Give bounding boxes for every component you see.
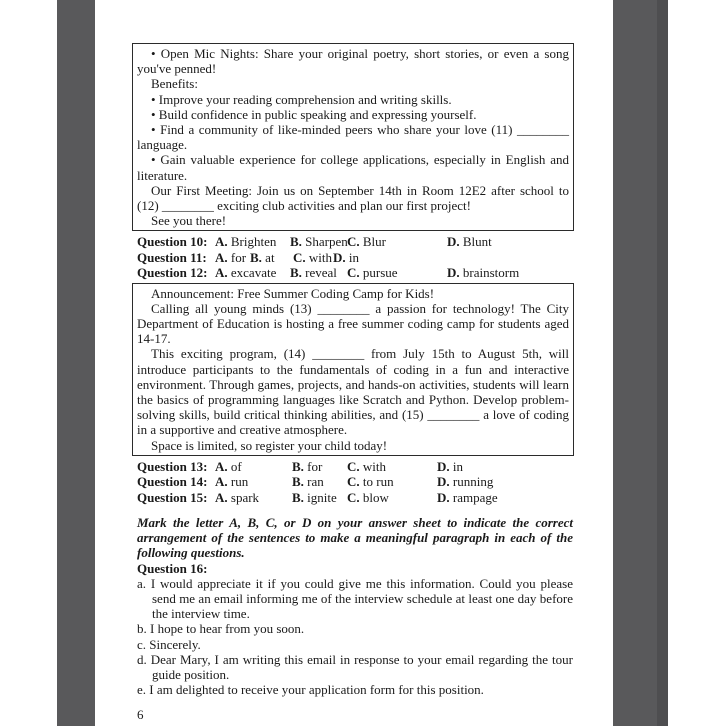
option-c: C. blow [347,489,389,505]
option-a: A. for [215,249,247,265]
option-c: C. pursue [347,265,398,281]
question-label: Question 14: [137,474,208,490]
background-panel-left [57,0,95,726]
question-16-label: Question 16: [137,560,208,576]
option-b: B. for [292,458,323,474]
option-b: B. Sharpen [290,234,348,250]
document-page [137,43,573,723]
option-d: D. in [333,249,360,265]
question-15-row [137,490,573,505]
option-a: A. Brighten [215,234,277,250]
option-d: D. in [437,458,464,474]
question-label: Question 10: [137,234,208,250]
question-12-row [137,265,573,280]
paragraph: Calling all young minds (13) ________ a passion for technology! The City Department of Education is hosting a free summer coding camp for students aged 14-17. [137,300,569,347]
question-label: Question 13: [137,458,208,474]
paragraph: • Find a community of like-minded peers who share your love (11) ________ language. [137,122,569,153]
page-number: 6 [137,707,144,723]
sentence-item-b: b. I hope to hear from you soon. [137,621,305,637]
sentence-item-c: c. Sincerely. [137,636,201,652]
option-d: D. running [437,474,494,490]
option-a: A. run [215,474,249,490]
question-label: Question 11: [137,249,207,265]
sentence-item-e: e. I am delighted to receive your application form for this position. [137,682,484,698]
option-c: C. with [347,458,387,474]
option-c: C. to run [347,474,394,490]
option-b: B. reveal [290,265,337,281]
option-b: B. at [250,249,275,265]
coding-camp-box [132,283,574,456]
option-c: C. Blur [347,234,387,250]
paragraph: Benefits: [151,76,198,92]
question-14-row [137,474,573,489]
question-10-row [137,234,573,249]
paragraph: Our First Meeting: Join us on September 14th in Room 12E2 after school to (12) ________ exciting club activities and plan our first project! [137,182,569,214]
questions-10-12 [137,231,573,282]
paragraph: • Build confidence in public speaking and expressing yourself. [151,106,477,122]
option-c: C. with [293,249,333,265]
paragraph: • Open Mic Nights: Share your original poetry, short stories, or even a song you've penned! [137,46,569,77]
question-16-sentences [137,576,573,698]
paragraph: Space is limited, so register your child today! [151,437,388,453]
section-instruction: Mark the letter A, B, C, or D on your answer sheet to indicate the correct arrangement of the sentences to make a meaningful paragraph in each of the following questions. [137,515,573,561]
option-b: B. ran [292,474,324,490]
question-13-row [137,459,573,474]
question-label: Question 15: [137,489,208,505]
paragraph: Announcement: Free Summer Coding Camp for Kids! [151,285,435,301]
questions-13-15 [137,456,573,507]
background-panel-right-edge [657,0,668,726]
paragraph: • Improve your reading comprehension and writing skills. [151,91,452,107]
option-a: A. excavate [215,265,277,281]
sentence-item-d: d. Dear Mary, I am writing this email in response to your email regarding the tour guide position. [137,651,573,683]
option-a: A. spark [215,489,260,505]
option-d: D. rampage [437,489,498,505]
open-mic-club-box [132,43,574,231]
option-b: B. ignite [292,489,337,505]
sentence-item-a: a. I would appreciate it if you could give me this information. Could you please send me an email informing me of the interview schedule at least one day before the interview time. [137,575,573,622]
question-11-row [137,250,573,265]
question-label: Question 12: [137,265,208,281]
paragraph: See you there! [151,213,227,229]
option-d: D. Blunt [447,234,492,250]
paragraph: This exciting program, (14) ________ from July 15th to August 5th, will introduce participants to the fundamentals of coding in a fun and interactive environment. Through games, projects, and hands-on activities, students will learn the basics of programming languages like Scratch and Python. Develop problem-solving skills, build critical thinking abilities, and (15) ________ a love of coding in a supportive and creative atmosphere. [137,346,569,438]
paragraph: • Gain valuable experience for college applications, especially in English and literature. [137,152,569,183]
option-a: A. of [215,458,242,474]
option-d: D. brainstorm [447,265,520,281]
